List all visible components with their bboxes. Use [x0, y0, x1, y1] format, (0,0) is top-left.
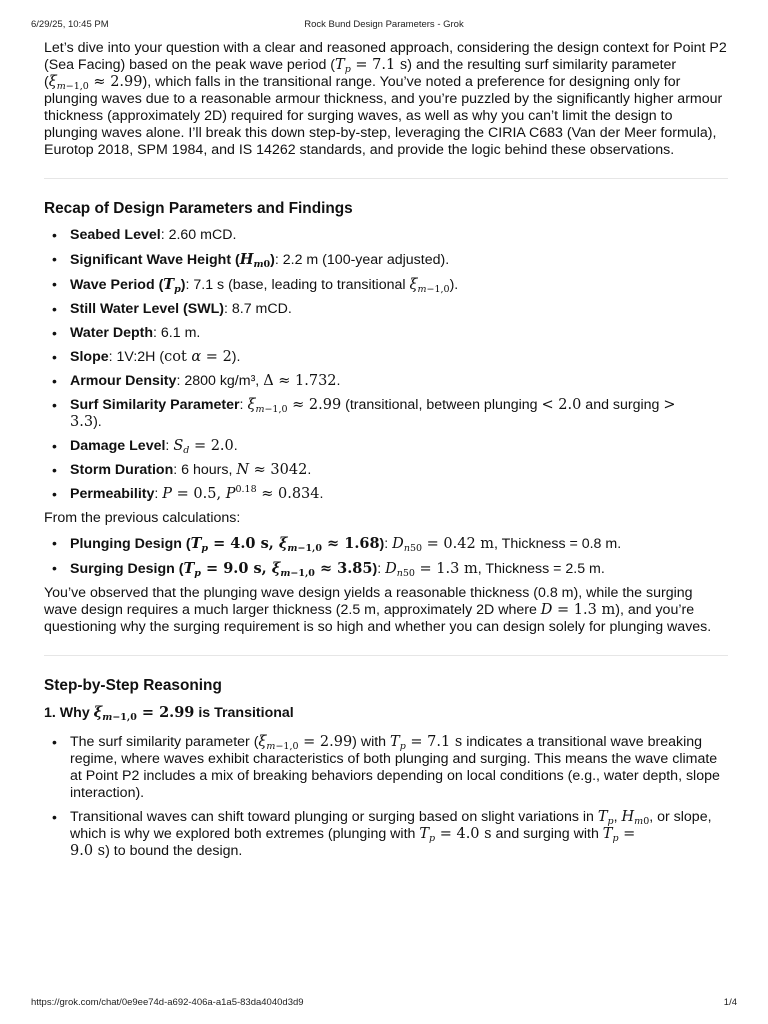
- item-text: :: [165, 438, 174, 454]
- step-1-heading-text-end: is Transitional: [194, 705, 294, 721]
- print-page-number: 1/4: [723, 997, 737, 1008]
- math-dn50-plunging: $D_{n50} = 0.42$ m: [392, 536, 495, 554]
- item-text-end: .: [307, 462, 312, 478]
- item-text: : 1V:2H (: [108, 349, 165, 365]
- item-text: ) with: [352, 734, 391, 750]
- intro-text-2: ) and the resulting surf similarity parameter (: [44, 57, 677, 90]
- previous-calculations-label: From the previous calculations:: [44, 510, 241, 526]
- item-text: : 8.7 mCD.: [223, 301, 292, 317]
- item-text-end: .: [336, 373, 341, 389]
- item-text-end: ).: [93, 414, 102, 430]
- divider: [44, 655, 728, 656]
- list-item-surging-design: [44, 560, 728, 578]
- print-footer: [31, 994, 737, 1011]
- item-label: Still Water Level (SWL): [70, 301, 224, 317]
- item-text-end: ).: [449, 277, 459, 293]
- item-text: Transitional waves can shift toward plunging or surging based on slight variations in: [70, 809, 598, 825]
- item-label: Significant Wave Height (: [70, 252, 240, 268]
- math-hm0: $H_{m0}$: [239, 251, 271, 270]
- math-plunging-params: $T_p = 4.0$ s, $\xi_{m-1,0} \approx 1.68$: [190, 535, 380, 554]
- item-text: : 6.1 m.: [153, 325, 201, 341]
- item-text: :: [154, 486, 163, 502]
- step-1-heading: [44, 704, 728, 722]
- item-text: :: [384, 536, 393, 552]
- item-text: : 2.2 m (100-year adjusted).: [274, 252, 450, 268]
- math-tp-7-1: $T_p = 7.1$ s: [390, 734, 463, 752]
- design-results-list: [44, 535, 728, 578]
- item-text: ,: [613, 809, 622, 825]
- print-datetime: 6/29/25, 10:45 PM: [31, 19, 109, 30]
- item-text: , or slope, which is why we explored both extremes (plunging with: [70, 809, 712, 842]
- math-permeability: P = 0.5, $P^{0.18} \approx 0.834$: [162, 484, 320, 502]
- item-label: Surging Design (: [70, 561, 184, 577]
- list-item-surf-similarity: [44, 397, 728, 431]
- math-tp-9-0-b: 9.0 s: [70, 843, 106, 859]
- list-item-slope: [44, 349, 728, 366]
- step-1-list: [44, 734, 728, 860]
- item-label: Surf Similarity Parameter: [70, 397, 240, 413]
- math-3-3: 3.3: [70, 414, 94, 430]
- recap-heading: Recap of Design Parameters and Findings: [44, 200, 353, 217]
- observation-paragraph: [44, 585, 728, 636]
- item-text-end: ).: [231, 349, 241, 365]
- math-surging-params: $T_p = 9.0$ s, $\xi_{m-1,0} \approx 3.85$: [183, 560, 373, 579]
- math-n: N ≈ 3042: [236, 462, 308, 478]
- item-text-end: , Thickness = 0.8 m.: [494, 536, 622, 552]
- item-text: : 2800 kg/m³,: [176, 373, 264, 389]
- item-text-end: .: [319, 486, 324, 502]
- item-text: (transitional, between plunging: [341, 397, 542, 413]
- list-item-seabed: [44, 227, 728, 244]
- math-xi-2-99: $\xi_{m-1,0} \approx 2.99$: [247, 397, 342, 415]
- item-label: Plunging Design (: [70, 536, 191, 552]
- print-header: [31, 16, 737, 33]
- math-delta: Δ ≈ 1.732: [263, 373, 337, 389]
- design-parameter-list: [44, 227, 728, 503]
- math-d-1-3: D = 1.3 m: [540, 602, 616, 618]
- item-text: and surging with: [491, 826, 603, 842]
- math-cot-alpha: cot α = 2: [164, 349, 232, 365]
- item-text: : 6 hours,: [173, 462, 237, 478]
- item-label: Permeability: [70, 486, 155, 502]
- math-xi-2-99: $\xi_{m-1,0} = 2.99$: [93, 704, 195, 723]
- intro-paragraph: [44, 40, 728, 159]
- item-text-end: indicates a transitional wave breaking regime, where waves exhibit characteristics of both plunging and surging. This means the wave climate at Point P2 includes a mix of breaking behaviors depending on local conditions (e.g., water depth, slope interaction).: [70, 734, 720, 801]
- item-label: Water Depth: [70, 325, 154, 341]
- item-label-end: ): [379, 536, 385, 552]
- math-gt: >: [663, 397, 676, 413]
- chat-response: [44, 40, 728, 867]
- math-dn50-surging: $D_{n50} = 1.3$ m: [385, 561, 478, 579]
- steps-heading: Step-by-Step Reasoning: [44, 677, 222, 694]
- print-page-title: Rock Bund Design Parameters - Grok: [304, 19, 464, 30]
- math-tp: $T_p$: [597, 809, 614, 827]
- item-label-end: ): [180, 277, 186, 293]
- item-label-end: ): [270, 252, 275, 268]
- item-text: :: [377, 561, 386, 577]
- math-tp-9-0-a: $T_p$ =: [602, 826, 636, 844]
- item-label: Storm Duration: [70, 462, 174, 478]
- item-text: and surging: [581, 397, 664, 413]
- item-label: Slope: [70, 349, 109, 365]
- item-text: The surf similarity parameter (: [70, 734, 259, 750]
- list-item-plunging-design: [44, 535, 728, 553]
- item-label-end: ): [372, 561, 378, 577]
- print-url: https://grok.com/chat/0e9ee74d-a692-406a-a1a5-83da4040d3d9: [31, 997, 304, 1008]
- math-tp: $T_p$: [163, 276, 181, 295]
- intro-text-1: Let’s dive into your question with a clear and reasoned approach, considering the design context for Point P2 (Sea Facing) based on the peak wave period (: [44, 40, 727, 73]
- item-text: : 7.1 s (base, leading to transitional: [185, 277, 410, 293]
- list-item-damage-level: [44, 438, 728, 455]
- math-xi-2-99: $\xi_{m-1,0} = 2.99$: [258, 734, 353, 752]
- list-item-wave-height: [44, 251, 728, 269]
- list-item-storm-duration: [44, 462, 728, 479]
- math-hm0: $H_{m0}$: [621, 809, 650, 827]
- list-item-transitional-shift: [44, 809, 728, 860]
- step-1-heading-text: 1. Why: [44, 705, 94, 721]
- intro-text-3: ), which falls in the transitional range. You’ve noted a preference for designing only for plunging waves due to a reasonable armour thickness, and you’re puzzled by the significantly higher armour thickness (approximately 2D) required for surging waves, as well as why you can’t limit the design to plunging waves alone. I’ll break this down step-by-step, leveraging the CIRIA C683 (Van der Meer formula), Eurotop 2018, SPM 1984, and IS 14262 standards, and provide the logic behind these observations.: [44, 74, 723, 158]
- math-lt-2: < 2.0: [541, 397, 582, 413]
- list-item-permeability: [44, 486, 728, 503]
- list-item-water-depth: [44, 325, 728, 342]
- observation-text-2: ), and you’re questioning why the surging requirement is so high and whether you can design solely for plunging waves.: [44, 602, 712, 635]
- math-xi: $\xi_{m-1,0}$: [409, 277, 450, 295]
- item-text-end: , Thickness = 2.5 m.: [477, 561, 605, 577]
- item-label: Damage Level: [70, 438, 166, 454]
- item-text-end: ) to bound the design.: [105, 843, 243, 859]
- math-tp-4-0: $T_p = 4.0$ s: [419, 826, 492, 844]
- item-label: Wave Period (: [70, 277, 164, 293]
- math-xi-2-99: $\xi_{m-1,0} \approx 2.99$: [48, 74, 143, 92]
- list-item-transitional-regime: [44, 734, 728, 802]
- item-text-end: .: [233, 438, 238, 454]
- item-label: Seabed Level: [70, 227, 161, 243]
- observation-text-1: You’ve observed that the plunging wave design yields a reasonable thickness (0.8 m), while the surging wave design requires a much larger thickness (2.5 m, approximately 2D where: [44, 585, 693, 618]
- item-text: :: [239, 397, 248, 413]
- divider: [44, 178, 728, 179]
- item-label: Armour Density: [70, 373, 177, 389]
- list-item-swl: [44, 301, 728, 318]
- list-item-wave-period: [44, 276, 728, 294]
- item-text: : 2.60 mCD.: [160, 227, 237, 243]
- math-sd: $S_d = 2.0$: [173, 438, 234, 456]
- list-item-armour-density: [44, 373, 728, 390]
- math-tp-7-1: $T_p = 7.1$ s: [335, 57, 408, 75]
